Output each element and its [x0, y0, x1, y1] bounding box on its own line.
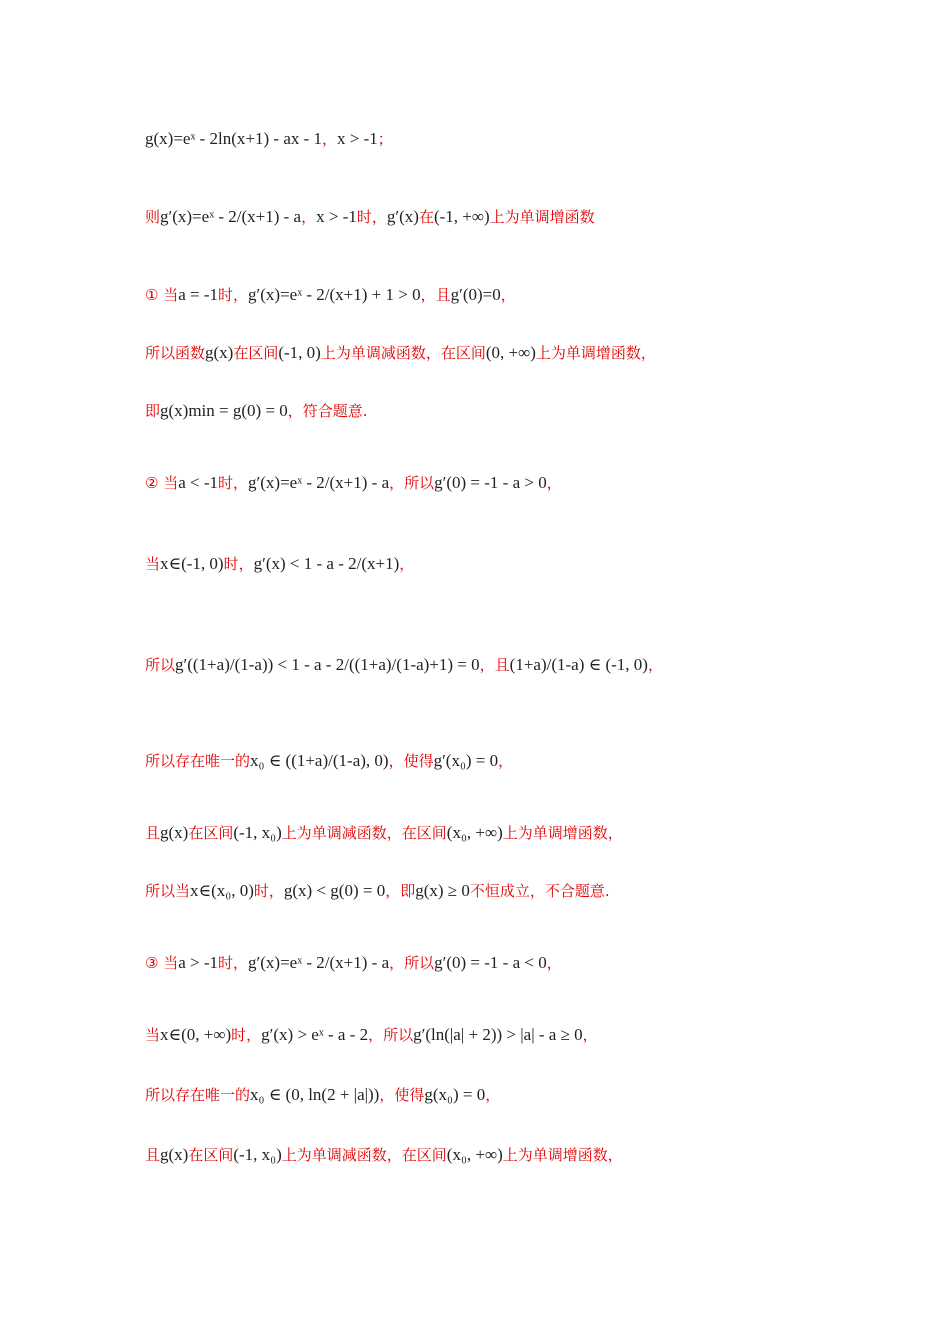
line-2 — [145, 206, 595, 227]
formula-segment: (x₀, +∞) — [446, 1145, 503, 1164]
line-8 — [145, 654, 663, 675]
formula-segment: x > -1 — [316, 207, 357, 226]
line-15 — [145, 1144, 623, 1165]
text-segment: 当 — [145, 1026, 161, 1044]
text-segment: 时， — [223, 555, 254, 573]
text-segment: 所以函数 — [145, 344, 206, 362]
formula-segment: (1+a)/(1-a) ∈ (-1, 0) — [509, 655, 648, 674]
text-segment: 所以存在唯一的 — [145, 752, 251, 770]
formula-segment: g(x₀) = 0 — [424, 1085, 486, 1104]
text-segment: ① 当 — [145, 286, 179, 304]
formula-segment: x > -1 — [337, 129, 378, 148]
text-segment: ， — [485, 1086, 501, 1104]
text-segment: 且 — [145, 824, 161, 842]
text-segment: 所以当 — [145, 882, 191, 900]
formula-segment: g′(0)=0 — [450, 285, 501, 304]
formula-segment: g′(x)=eˣ - 2/(x+1) - a — [160, 207, 302, 226]
formula-segment: x₀ ∈ (0, ln(2 + |a|)) — [250, 1085, 380, 1104]
formula-segment: g′((1+a)/(1-a)) < 1 - a - 2/((1+a)/(1-a)+1) = 0 — [175, 655, 480, 674]
text-segment: 时， — [231, 1026, 262, 1044]
text-segment: 时， — [356, 208, 387, 226]
line-9 — [145, 750, 513, 771]
text-segment: ， — [322, 130, 338, 148]
text-segment: 在区间 — [233, 344, 279, 362]
formula-segment: x∈(-1, 0) — [160, 554, 224, 573]
text-segment: 即 — [145, 402, 161, 420]
text-segment: ，使得 — [388, 752, 434, 770]
text-segment: 时， — [218, 286, 249, 304]
formula-segment: x∈(x₀, 0) — [190, 881, 254, 900]
text-segment: ③ 当 — [145, 954, 179, 972]
formula-segment: g(x) ≥ 0 — [415, 881, 470, 900]
formula-segment: g′(ln(|a| + 2)) > |a| - a ≥ 0 — [413, 1025, 583, 1044]
text-segment: ， — [500, 286, 516, 304]
text-segment: ， — [546, 474, 562, 492]
line-13 — [145, 1024, 598, 1045]
text-segment: 在 — [418, 208, 434, 226]
formula-segment: x₀ ∈ ((1+a)/(1-a), 0) — [250, 751, 389, 770]
text-segment: 上为单调增函数， — [535, 344, 656, 362]
formula-segment: g(x) — [160, 1145, 189, 1164]
text-segment: ， — [498, 752, 514, 770]
formula-segment: (x₀, +∞) — [446, 823, 503, 842]
line-4 — [145, 342, 656, 363]
text-segment: 所以存在唯一的 — [145, 1086, 251, 1104]
text-segment: ，所以 — [389, 954, 435, 972]
text-segment: 上为单调减函数，在区间 — [320, 344, 486, 362]
line-10 — [145, 822, 623, 843]
formula-segment: (-1, 0) — [278, 343, 321, 362]
text-segment: ， — [647, 656, 663, 674]
text-segment: 在区间 — [188, 824, 234, 842]
text-segment: ， — [301, 208, 317, 226]
formula-segment: g′(x) < 1 - a - 2/(x+1) — [253, 554, 400, 573]
line-12 — [145, 952, 562, 973]
text-segment: ，使得 — [379, 1086, 425, 1104]
formula-segment: g(x)min = g(0) = 0 — [160, 401, 288, 420]
text-segment: ， — [399, 555, 415, 573]
line-7 — [145, 553, 414, 574]
text-segment: ，且 — [479, 656, 510, 674]
line-3 — [145, 284, 516, 305]
formula-segment: g′(x) — [386, 207, 419, 226]
text-segment: 上为单调减函数，在区间 — [281, 824, 447, 842]
text-segment: 时， — [218, 474, 249, 492]
formula-segment: a < -1 — [178, 473, 219, 492]
formula-segment: g(x)=eˣ - 2ln(x+1) - ax - 1 — [145, 129, 323, 148]
formula-segment: x∈(0, +∞) — [160, 1025, 232, 1044]
formula-segment: g′(x₀) = 0 — [433, 751, 499, 770]
formula-segment: (-1, x₀) — [233, 823, 282, 842]
formula-segment: g(x) — [160, 823, 189, 842]
text-segment: ， — [546, 954, 562, 972]
formula-segment: g′(0) = -1 - a > 0 — [434, 473, 547, 492]
text-segment: 当 — [145, 555, 161, 573]
line-6 — [145, 472, 562, 493]
text-segment: 则 — [145, 208, 161, 226]
text-segment: 且 — [145, 1146, 161, 1164]
text-segment: 上为单调增函数， — [502, 824, 623, 842]
formula-segment: g′(x)=eˣ - 2/(x+1) - a — [248, 953, 390, 972]
text-segment: ，所以 — [368, 1026, 414, 1044]
formula-segment: (-1, x₀) — [233, 1145, 282, 1164]
formula-segment: g′(0) = -1 - a < 0 — [434, 953, 547, 972]
text-segment: ，且 — [420, 286, 451, 304]
text-segment: 时， — [253, 882, 284, 900]
formula-segment: a > -1 — [178, 953, 219, 972]
formula-segment: g′(x)=eˣ - 2/(x+1) + 1 > 0 — [248, 285, 421, 304]
text-segment: 在区间 — [188, 1146, 234, 1164]
formula-segment: (0, +∞) — [485, 343, 536, 362]
text-segment: ② 当 — [145, 474, 179, 492]
formula-segment: g′(x)=eˣ - 2/(x+1) - a — [248, 473, 390, 492]
formula-segment: a = -1 — [178, 285, 219, 304]
line-5 — [145, 400, 368, 421]
text-segment: 上为单调增函数 — [489, 208, 595, 226]
text-segment: 上为单调增函数， — [502, 1146, 623, 1164]
line-14 — [145, 1084, 500, 1105]
formula-segment: g(x) < g(0) = 0 — [283, 881, 386, 900]
text-segment: 时， — [218, 954, 249, 972]
text-segment: 不恒成立，不合题意. — [469, 882, 610, 900]
text-segment: ； — [377, 130, 393, 148]
text-segment: ，符合题意. — [287, 402, 368, 420]
formula-segment: (-1, +∞) — [433, 207, 490, 226]
text-segment: ，即 — [385, 882, 416, 900]
formula-segment: g′(x) > eˣ - a - 2 — [261, 1025, 369, 1044]
line-11 — [145, 880, 610, 901]
text-segment: ， — [582, 1026, 598, 1044]
text-segment: 所以 — [145, 656, 176, 674]
text-segment: ，所以 — [389, 474, 435, 492]
formula-segment: g(x) — [205, 343, 234, 362]
line-1 — [145, 128, 393, 149]
text-segment: 上为单调减函数，在区间 — [281, 1146, 447, 1164]
